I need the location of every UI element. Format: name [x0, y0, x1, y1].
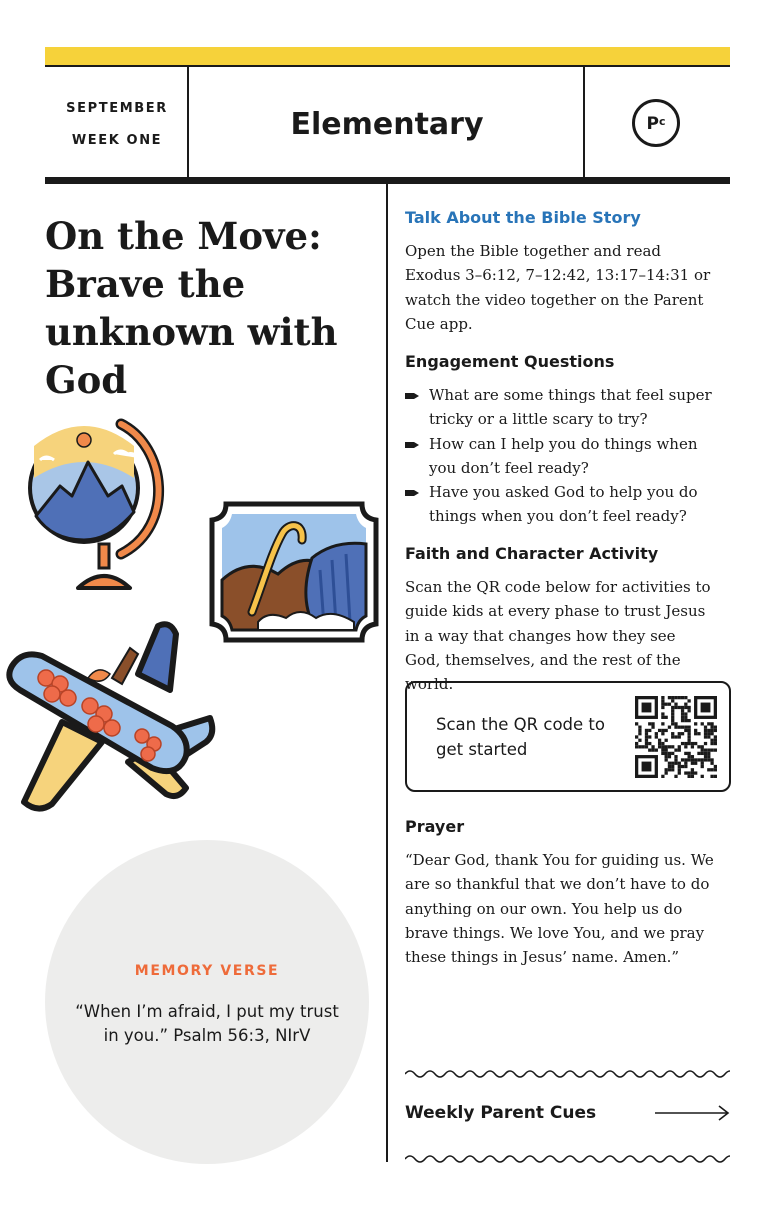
memory-verse-circle [45, 840, 369, 1164]
bible-story-text-line1: Open the Bible together and read [405, 242, 662, 260]
memory-verse-text: “When I’m afraid, I put my trust in you.” Psalm 56:3, NIrV [75, 1002, 339, 1045]
list-item [405, 383, 725, 432]
month-label: SEPTEMBER [66, 101, 168, 116]
airplane-illustration [2, 618, 220, 816]
title-cell [189, 67, 585, 177]
engagement-question-list [405, 383, 725, 529]
arrow-right-icon[interactable] [655, 1104, 731, 1122]
list-item [405, 480, 725, 529]
memory-verse-label: MEMORY VERSE [134, 963, 280, 979]
qr-callout-text: Scan the QR code to get started [436, 715, 605, 759]
list-item [405, 432, 725, 481]
moses-staff-sea-illustration [208, 500, 380, 645]
week-label: WEEK ONE [71, 133, 163, 148]
question-text: Have you asked God to help you do things when you don’t feel ready? [429, 483, 698, 526]
column-divider [386, 184, 388, 1162]
bible-story-text [405, 239, 735, 336]
header [45, 65, 730, 177]
arrow-bullet-icon [405, 392, 419, 400]
logo-cell [585, 67, 730, 177]
question-text: What are some things that feel super tricky or a little scary to try? [429, 386, 712, 429]
wavy-divider-top [405, 1067, 730, 1081]
date-cell [45, 67, 189, 177]
top-accent-bar [45, 47, 730, 65]
weekly-parent-cues-link[interactable]: Weekly Parent Cues [405, 1103, 597, 1123]
wavy-divider-bottom [405, 1152, 730, 1166]
prayer-heading: Prayer [405, 817, 465, 836]
bible-story-heading: Talk About the Bible Story [405, 208, 641, 227]
question-text: How can I help you do things when you don’t feel ready? [429, 434, 698, 477]
qr-code-icon[interactable] [635, 696, 717, 778]
arrow-bullet-icon [405, 489, 419, 497]
lesson-title: On the Move: Brave the unknown with God [45, 214, 338, 402]
activity-text: Scan the QR code below for activities to guide kids at every phase to trust Jesus in a way that changes how they see God, themselves, and the rest of the world. [405, 578, 711, 694]
engagement-heading: Engagement Questions [405, 352, 615, 371]
parent-cue-logo: $P^c$ [632, 99, 680, 147]
arrow-bullet-icon [405, 441, 419, 449]
age-group-title: Elementary [290, 107, 484, 142]
qr-callout[interactable] [405, 681, 731, 792]
activity-heading: Faith and Character Activity [405, 544, 659, 563]
header-divider [45, 177, 730, 184]
prayer-text: “Dear God, thank You for guiding us. We are so thankful that we don’t have to do anything on our own. You help us do brave things. We love You, and we pray these things in Jesus’ name. Amen.” [405, 851, 714, 967]
globe-illustration [26, 416, 166, 592]
bible-story-text-rest: Exodus 3–6:12, 7–12:42, 13:17–14:31 or watch the video together on the Parent Cue app. [405, 266, 711, 333]
